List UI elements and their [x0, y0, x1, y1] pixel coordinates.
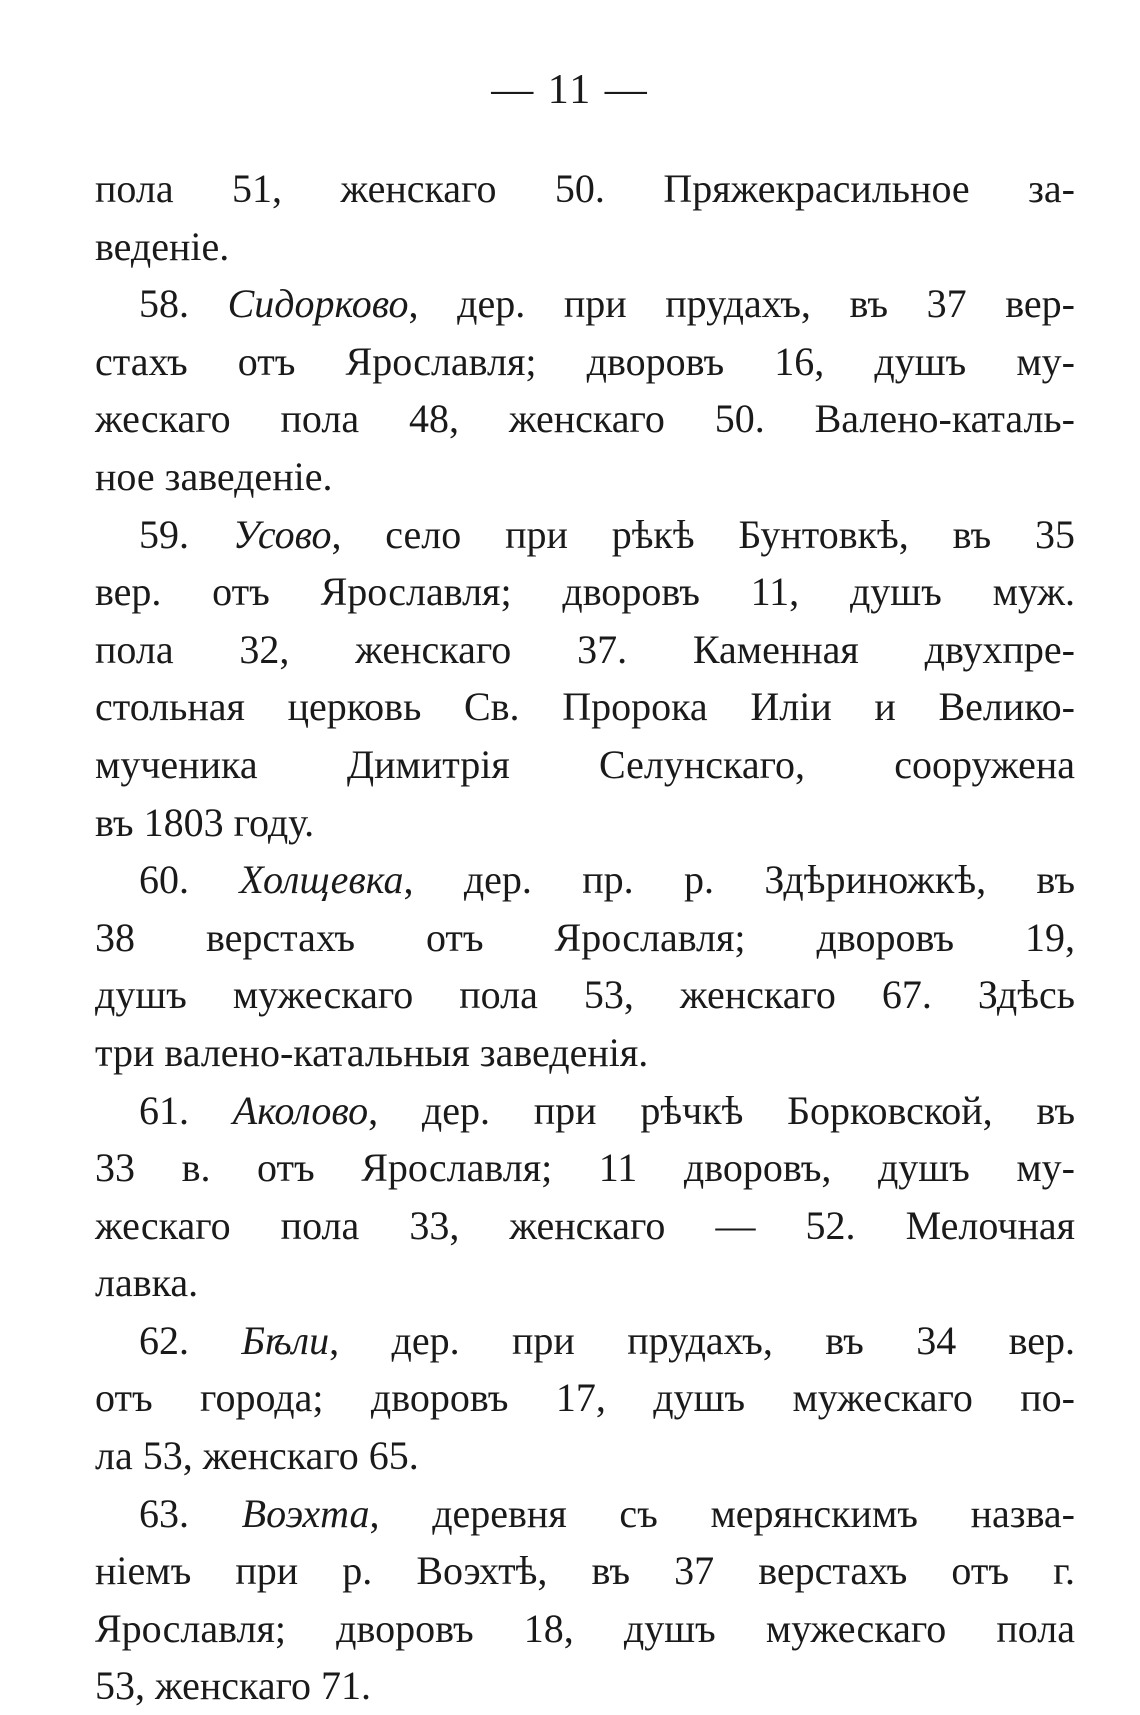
text-line — [95, 1197, 1075, 1255]
text-segment: , дер. при прудахъ, въ 37 вер- — [408, 281, 1076, 327]
text-line — [95, 1082, 1075, 1140]
text-segment: , дер. при рѣчкѣ Борковской, въ — [368, 1087, 1075, 1133]
page-number: — 11 — — [491, 67, 649, 113]
text-line — [95, 1485, 1075, 1543]
body-text — [95, 160, 1075, 1715]
text-line — [95, 275, 1075, 333]
text-segment: , село при рѣкѣ Бунтовкѣ, въ 35 — [331, 511, 1075, 557]
text-segment: три валено-катальныя заведенiя. — [95, 1029, 649, 1075]
text-line — [95, 678, 1075, 736]
text-segment: 53, женскаго 71. — [95, 1663, 372, 1709]
text-line — [95, 1427, 1075, 1485]
text-segment: веденiе. — [95, 223, 230, 269]
text-line — [95, 160, 1075, 218]
text-segment: въ 1803 году. — [95, 799, 315, 845]
text-line — [95, 1600, 1075, 1658]
text-line — [95, 218, 1075, 276]
text-segment: вер. отъ Ярославля; дворовъ 11, душъ муж. — [95, 569, 1075, 615]
text-segment: , дер. при прудахъ, въ 34 вер. — [329, 1317, 1076, 1363]
text-segment: , дер. пр. р. Здѣриножкѣ, въ — [403, 857, 1076, 903]
text-segment: отъ города; дворовъ 17, душъ мужескаго по- — [95, 1375, 1075, 1421]
text-line — [95, 736, 1075, 794]
text-segment: стахъ отъ Ярославля; дворовъ 16, душъ му- — [95, 338, 1075, 384]
place-name: Холщевка — [239, 857, 404, 903]
text-line — [95, 390, 1075, 448]
place-name: Аколово — [232, 1087, 369, 1133]
text-segment: пола 51, женскаго 50. Пряжекрасильное за- — [95, 166, 1075, 211]
text-segment: Ярославля; дворовъ 18, душъ мужескаго пола — [95, 1605, 1075, 1651]
text-line — [95, 333, 1075, 391]
text-segment: 62. — [139, 1317, 242, 1363]
text-segment: , деревня съ мерянскимъ назва- — [369, 1490, 1075, 1536]
text-segment: ное заведенiе. — [95, 453, 333, 499]
place-name: Бѣли — [241, 1317, 330, 1363]
text-segment: стольная церковь Св. Пророка Илiи и Велико- — [95, 684, 1075, 730]
text-segment: ла 53, женскаго 65. — [95, 1433, 419, 1479]
text-line — [95, 1542, 1075, 1600]
text-line — [95, 563, 1075, 621]
text-line — [95, 851, 1075, 909]
text-segment: 61. — [139, 1087, 233, 1133]
text-line — [95, 909, 1075, 967]
text-segment: жескаго пола 33, женскаго — 52. Мелочная — [95, 1202, 1075, 1248]
text-segment: пола 32, женскаго 37. Каменная двухпре- — [95, 626, 1075, 672]
text-segment: душъ мужескаго пола 53, женскаго 67. Здѣсь — [95, 972, 1075, 1018]
text-segment: жескаго пола 48, женскаго 50. Валено-каталь- — [95, 396, 1075, 442]
text-segment: 58. — [139, 281, 228, 327]
text-segment: 60. — [139, 857, 240, 903]
text-segment: 38 верстахъ отъ Ярославля; дворовъ 19, — [95, 914, 1075, 960]
text-line — [95, 448, 1075, 506]
text-line — [95, 794, 1075, 852]
text-segment: 59. — [139, 511, 233, 557]
text-segment: 33 в. отъ Ярославля; 11 дворовъ, душъ му- — [95, 1145, 1075, 1191]
text-segment: мученика Димитрiя Селунскаго, сооружена — [95, 741, 1075, 787]
text-line — [95, 1657, 1075, 1715]
text-line — [95, 506, 1075, 564]
text-segment: 63. — [139, 1490, 242, 1536]
text-line — [95, 1369, 1075, 1427]
text-line — [95, 1312, 1075, 1370]
text-line — [95, 621, 1075, 679]
place-name: Воэхта — [241, 1490, 370, 1536]
text-line — [95, 966, 1075, 1024]
place-name: Усово — [232, 511, 332, 557]
place-name: Сидорково — [227, 281, 409, 327]
text-line — [95, 1254, 1075, 1312]
text-segment: нiемъ при р. Воэхтѣ, въ 37 верстахъ отъ г. — [95, 1548, 1075, 1594]
text-segment: лавка. — [95, 1260, 199, 1306]
text-line — [95, 1139, 1075, 1197]
text-line — [95, 1024, 1075, 1082]
